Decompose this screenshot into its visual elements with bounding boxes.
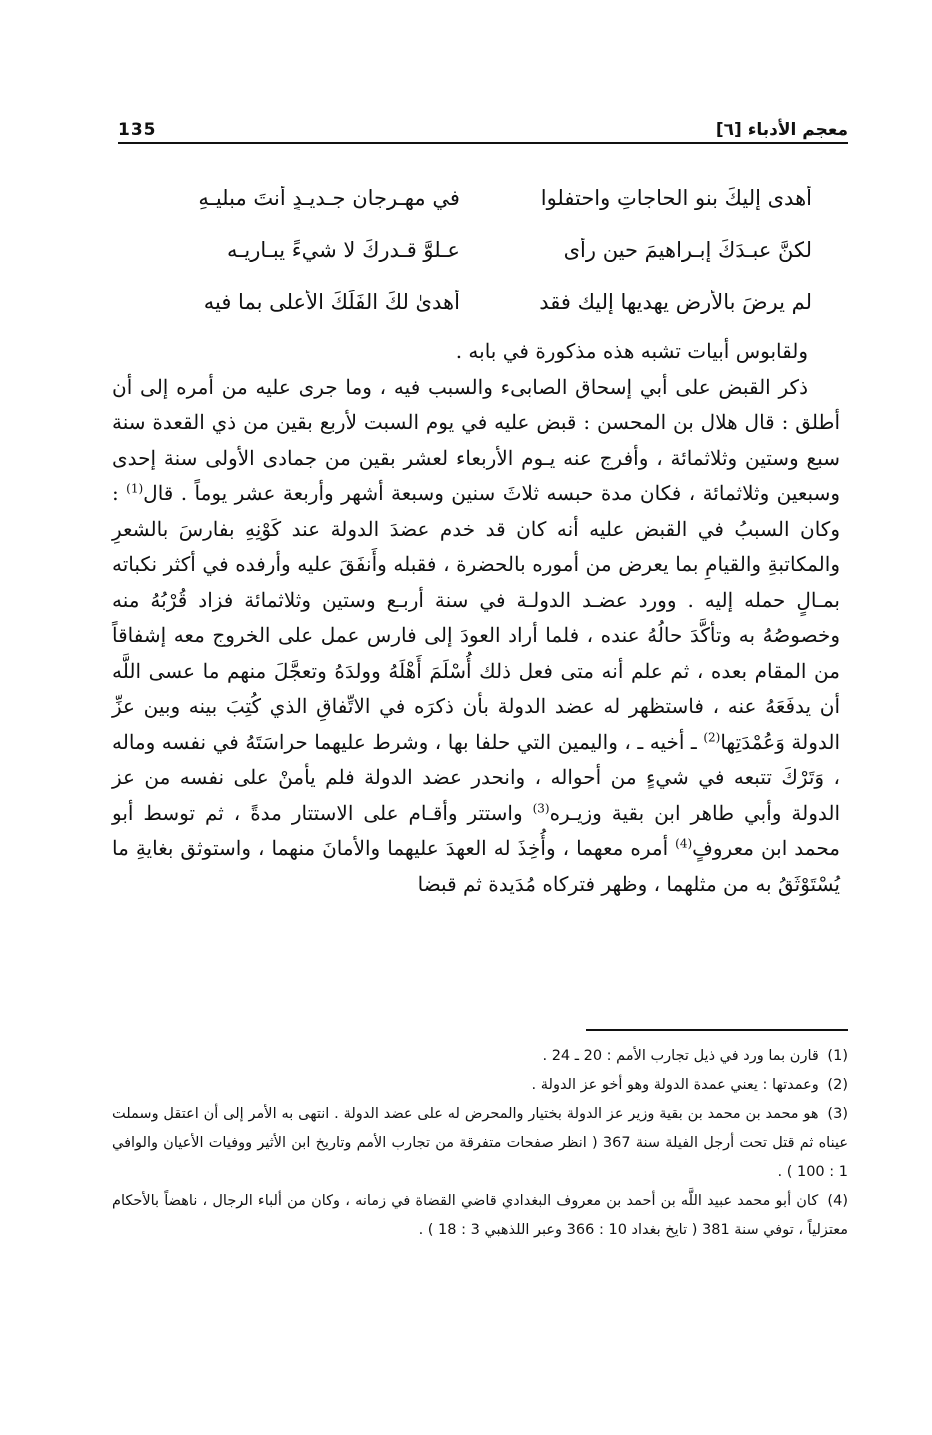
- poem-hemistich-first: أهدى إليكَ بنو الحاجاتِ واحتفلوا: [540, 186, 812, 210]
- footnote: [112, 1100, 848, 1187]
- footnote-text: وعمدتها : يعني عمدة الدولة وهو أخو عز الدولة .: [531, 1077, 819, 1093]
- footnotes: [112, 1042, 848, 1245]
- footnote-number: (1): [827, 1048, 848, 1064]
- footnote-number: (3): [827, 1106, 848, 1122]
- poem-line: [160, 276, 812, 328]
- paragraph-text: ذكر القبض على أبي إسحاق الصابىء والسبب فيه ، وما جرى عليه من أمره إلى أن أطلق : قال هلال بن المحسن : قبض عليه في يوم السبت لأربع بقين من ذي القعدة سنة سبع وستين وثلاثمائة ، وأفرج عنه يـوم الأربعاء لعشر بقين من جمادى الأولى سنة إحدى وسبعين وثلاثمائة ، فكان مدة حبسه ثلاثَ سنين وسبعة أشهر وأربعة عشر يوماً . قال: [112, 374, 840, 505]
- footnote: [112, 1071, 848, 1100]
- paragraph-text: ولقابوس أبيات تشبه هذه مذكورة في بابه .: [455, 339, 808, 363]
- footnote-ref[interactable]: (1): [126, 481, 144, 496]
- poem-hemistich-second: عـلوَّ قـدرِكَ لا شيءً يبـاريـه: [226, 238, 460, 262]
- page-header: [118, 104, 848, 140]
- poem-hemistich-second: أهدىٰ لكَ الفَلَكَ الأعلى بما فيه: [203, 290, 460, 314]
- poem-hemistich-second: في مهـرجان جـديـدٍ أنتَ مبليـهِ: [198, 186, 460, 210]
- footnote-number: (2): [827, 1077, 848, 1093]
- footnote-rule: [586, 1029, 848, 1031]
- body-text: [112, 334, 840, 902]
- poem-hemistich-first: لكنَّ عبـدَكَ إبـراهيمَ حين رأى: [563, 238, 812, 262]
- header-rule: [118, 142, 848, 144]
- page-number: 135: [118, 120, 157, 140]
- paragraph: [112, 370, 840, 903]
- footnote-ref[interactable]: (3): [532, 800, 550, 815]
- poem-line: [160, 172, 812, 224]
- paragraph-text: : وكان السببُ في القبض عليه أنه كان قد خدم عضدَ الدولة عند كَوْنِهِ بفارسَ بالشعرِ والمكاتبةِ والقيامِ بما يعرض من أموره بالحضرة ، فقبله وأَنفَقَ عليه وأرفده في أكثر نكباته بمـالٍ حمله إليه . وورد عضـد الدولـة في سنة أربـع وستين وثلاثمائة فزاد قُرْبُهُ منه وخصوصُهُ به وتأكَّدَ حالُهُ عنده ، فلما أراد العودَ إلى فارس عمل على الخروج معه إشفاقاً من المقام بعده ، ثم علم أنه متى فعل ذلك أُسْلَمَ أَهْلَهُ وولدَهُ وتعجَّلَ منهم ما عسى اللَّه أن يدفَعَهُ عنه ، فاستظهر له عضد الدولة بأن ذكرَه في الاتِّفاقِ الذي كُتِبَ بينه وبين عزِّ الدولة وَعُمْدَتِها: [112, 481, 840, 754]
- poem-line: [160, 224, 812, 276]
- footnote: [112, 1042, 848, 1071]
- running-title: معجم الأدباء [٦]: [715, 120, 848, 140]
- footnote-text: كان أبو محمد عبيد اللَّه بن أحمد بن معروف البغدادي قاضي القضاة في زمانه ، وكان من ألباء الرجال ، ناهضاً بالأحكام معتزلياً ، توفي سنة 381 ( تايخ بغداد 10 : 366 وعبر اللذهبي 3 : 18 ) .: [112, 1193, 848, 1238]
- paragraph-text: واستتر وأقـام على الاستتار مدةً ، ثم توسط أبو محمد ابن معروفٍ: [112, 800, 840, 860]
- footnote-ref[interactable]: (4): [675, 836, 693, 851]
- footnote-text: قارن بما ورد في ذيل تجارب الأمم : 20 ـ 24 .: [542, 1048, 819, 1064]
- footnote: [112, 1187, 848, 1245]
- poem: [160, 172, 812, 328]
- poem-hemistich-first: لم يرضَ بالأرضِ يهديها إليك فقد: [539, 290, 812, 314]
- paragraph-text: ـ أخيه ـ ، واليمين التي حلفا بها ، وشرط عليهما حراسَتَهُ في نفسه وماله ، وَتَرْكَ تتبعه في شيءٍ من أحواله ، وانحدر عضد الدولة فلم يأمنْ على نفسه من عز الدولة وأبي طاهر ابن بقية وزيـره: [112, 729, 841, 825]
- footnote-text: هو محمد بن محمد بن بقية وزير عز الدولة بختيار والمحرض له على عضد الدولة . انتهى به الأمر إلى أن اعتقل وسملت عيناه ثم قتل تحت أرجل الفيلة سنة 367 ( انظر صفحات متفرقة من تجارب الأمم وتاريخ ابن الأثير ووفيات الأعيان والوافي 1 : 100 ) .: [112, 1106, 849, 1180]
- footnote-number: (4): [827, 1193, 848, 1209]
- paragraph: [112, 334, 840, 370]
- paragraph-text: أمره معهما ، وأُخِذَ له العهدَ عليهما والأمانَ منهما ، واستوثق بغايةِ ما يُسْتَوْثَقُ به من مثلهما ، وظهر فتركاه مُدَيدة ثم قبضا: [112, 836, 840, 896]
- footnote-ref[interactable]: (2): [703, 729, 721, 744]
